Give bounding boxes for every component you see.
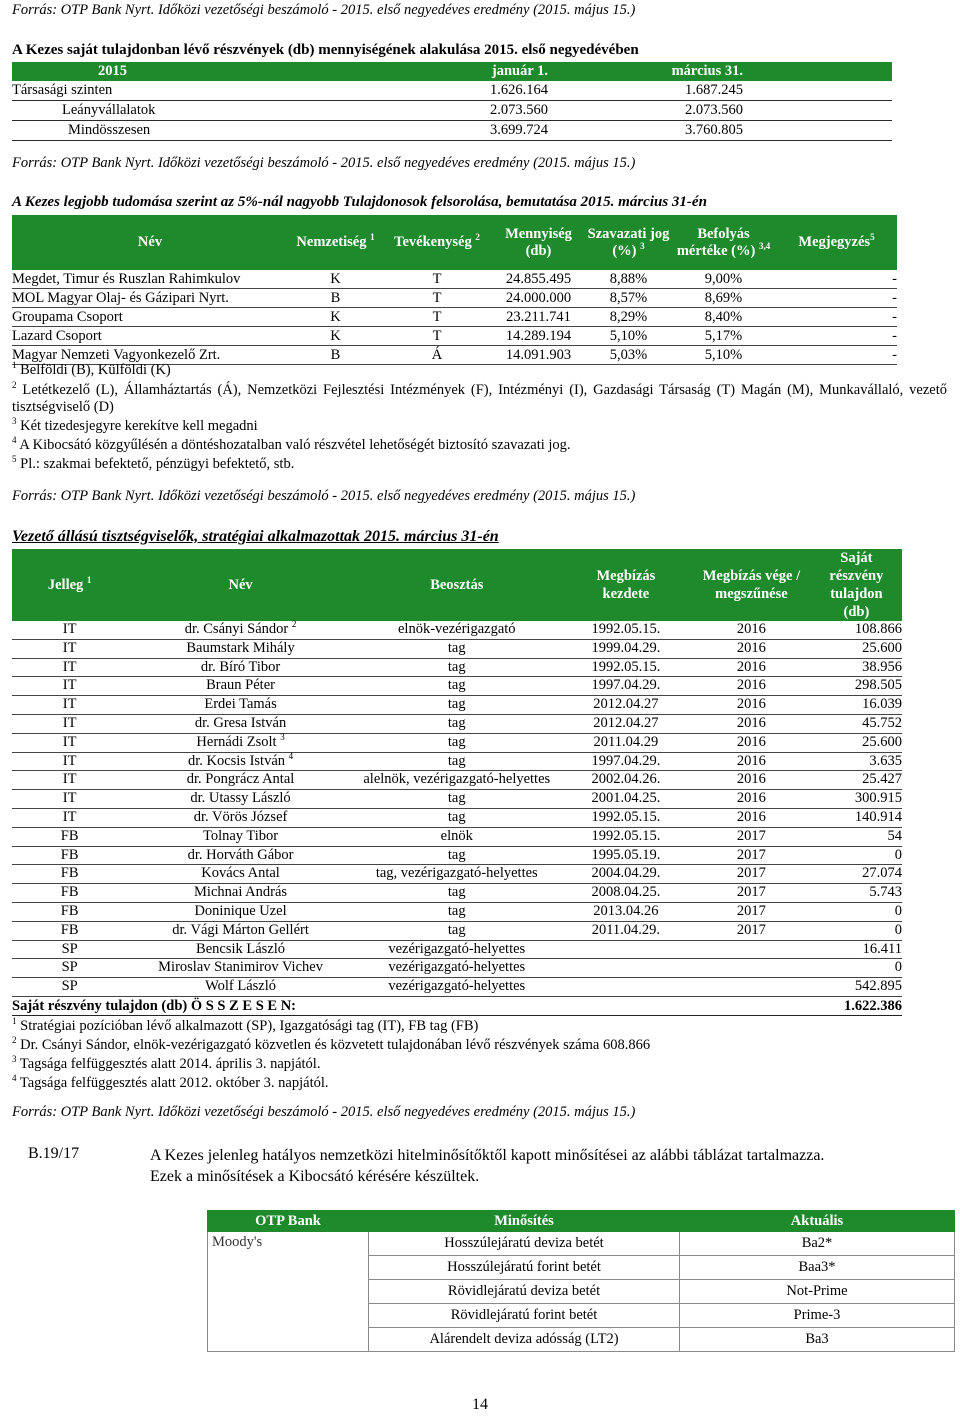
table-row bbox=[12, 289, 897, 308]
mg-name: Erdei Tamás bbox=[127, 696, 354, 715]
sh-activity: T bbox=[383, 308, 491, 327]
header-rating: Minősítés bbox=[369, 1211, 680, 1232]
header-jan: január 1. bbox=[491, 63, 548, 79]
table-row bbox=[12, 771, 902, 790]
mg-shares: 38.956 bbox=[811, 658, 902, 677]
mg-start: 2011.04.29 bbox=[560, 733, 692, 752]
table-row bbox=[12, 846, 902, 865]
mg-name: dr. Csányi Sándor $^2$ bbox=[127, 621, 354, 639]
management-header bbox=[12, 549, 902, 621]
mg-name: Doninique Uzel bbox=[127, 902, 354, 921]
footnote: $^1$ Belföldi (B), Külföldi (K) bbox=[12, 360, 171, 378]
mg-start: 1997.04.29. bbox=[560, 677, 692, 696]
mg-type: FB bbox=[12, 902, 127, 921]
own-shares-table bbox=[12, 62, 892, 141]
header-name: Név bbox=[137, 234, 163, 250]
mg-type: IT bbox=[12, 790, 127, 809]
mg-shares: 0 bbox=[811, 959, 902, 978]
header-activity: Tevékenység $^2$ bbox=[394, 232, 480, 250]
mg-type: FB bbox=[12, 884, 127, 903]
mg-end: 2016 bbox=[692, 714, 811, 733]
mg-shares: 0 bbox=[811, 902, 902, 921]
mg-type: SP bbox=[12, 959, 127, 978]
source-line: Forrás: OTP Bank Nyrt. Időközi vezetőségi beszámoló - 2015. első negyedéves eredmény (2015. május 15.) bbox=[12, 488, 636, 504]
mg-end: 2016 bbox=[692, 621, 811, 639]
mg-shares: 0 bbox=[811, 921, 902, 940]
sh-nationality: B bbox=[288, 289, 383, 308]
header-end: Megbízás vége / megszűnése bbox=[702, 568, 801, 602]
mg-shares: 54 bbox=[811, 827, 902, 846]
ratings-table bbox=[207, 1210, 955, 1352]
table-row bbox=[12, 752, 902, 771]
mg-end: 2017 bbox=[692, 902, 811, 921]
mg-start: 2002.04.26. bbox=[560, 771, 692, 790]
header-mar: március 31. bbox=[671, 63, 743, 79]
row-jan: 3.699.724 bbox=[398, 121, 548, 141]
shareholders-notes bbox=[12, 362, 947, 473]
mg-position: tag bbox=[354, 733, 560, 752]
source-line: Forrás: OTP Bank Nyrt. Időközi vezetőségi beszámoló - 2015. első negyedéves eredmény (2015. május 15.) bbox=[12, 155, 636, 171]
mg-type: IT bbox=[12, 639, 127, 658]
mg-end: 2016 bbox=[692, 808, 811, 827]
row-label: Mindösszesen bbox=[12, 121, 398, 141]
mg-position: tag bbox=[354, 884, 560, 903]
footnote: $^2$ Dr. Csányi Sándor, elnök-vezérigazgató közvetlen és közvetett tulajdonában lévő részvények száma 608.866 bbox=[12, 1035, 651, 1053]
mg-position: tag bbox=[354, 902, 560, 921]
mg-end: 2017 bbox=[692, 827, 811, 846]
mg-start: 2013.04.26 bbox=[560, 902, 692, 921]
rating-current: Baa3* bbox=[680, 1256, 955, 1280]
sh-name: Megdet, Timur és Ruszlan Rahimkulov bbox=[12, 270, 288, 289]
table-row bbox=[208, 1232, 955, 1256]
mg-type: IT bbox=[12, 658, 127, 677]
sh-voting: 8,88% bbox=[586, 270, 671, 289]
sh-remark: - bbox=[776, 327, 897, 346]
mg-name: Kovács Antal bbox=[127, 865, 354, 884]
header-start: Megbízás kezdete bbox=[596, 568, 656, 602]
table-row bbox=[12, 658, 902, 677]
total-label: Saját részvény tulajdon (db) Ö S S Z E S E N: bbox=[12, 996, 811, 1015]
mg-type: IT bbox=[12, 771, 127, 790]
mg-name: Wolf László bbox=[127, 978, 354, 997]
mg-position: vezérigazgató-helyettes bbox=[354, 940, 560, 959]
mg-name: Tolnay Tibor bbox=[127, 827, 354, 846]
management-table bbox=[12, 549, 902, 1016]
table-row bbox=[12, 121, 892, 141]
sh-activity: Á bbox=[383, 346, 491, 365]
mg-shares: 140.914 bbox=[811, 808, 902, 827]
source-line: Forrás: OTP Bank Nyrt. Időközi vezetőségi beszámoló - 2015. első negyedéves eredmény (2015. május 15.) bbox=[12, 2, 636, 18]
sh-remark: - bbox=[776, 346, 897, 365]
table-row bbox=[12, 696, 902, 715]
table-row bbox=[12, 921, 902, 940]
mg-end bbox=[692, 959, 811, 978]
header-nationality: Nemzetiség $^1$ bbox=[296, 232, 375, 250]
mg-start: 2004.04.29. bbox=[560, 865, 692, 884]
sh-influence: 5,10% bbox=[671, 346, 776, 365]
mg-start: 2001.04.25. bbox=[560, 790, 692, 809]
mg-position: tag bbox=[354, 677, 560, 696]
mg-shares: 108.866 bbox=[811, 621, 902, 639]
mg-position: tag bbox=[354, 921, 560, 940]
mg-end: 2016 bbox=[692, 696, 811, 715]
mg-type: SP bbox=[12, 978, 127, 997]
header-position: Beosztás bbox=[430, 577, 484, 593]
header-quantity: Mennyiség (db) bbox=[505, 225, 572, 259]
own-shares-header bbox=[12, 62, 892, 81]
sh-influence: 5,17% bbox=[671, 327, 776, 346]
mg-type: FB bbox=[12, 921, 127, 940]
mg-position: vezérigazgató-helyettes bbox=[354, 959, 560, 978]
footnote: $^2$ Letétkezelő (L), Államháztartás (Á), Nemzetközi Fejlesztési Intézmények (F), Intézményi (I), Gazdasági Társaság (T) Magán (M), Munkavállaló, vezető tisztségviselő (D) bbox=[12, 380, 947, 415]
mg-name: Miroslav Stanimirov Vichev bbox=[127, 959, 354, 978]
table-row bbox=[12, 790, 902, 809]
sh-remark: - bbox=[776, 289, 897, 308]
table-row bbox=[12, 327, 897, 346]
shareholders-table bbox=[12, 215, 897, 365]
row-mar: 2.073.560 bbox=[548, 101, 743, 121]
table-row bbox=[12, 639, 902, 658]
rating-name: Hosszúlejáratú forint betét bbox=[369, 1256, 680, 1280]
mg-shares: 16.411 bbox=[811, 940, 902, 959]
own-shares-title: A Kezes saját tulajdonban lévő részvények (db) mennyiségének alakulása 2015. első negyedévében bbox=[12, 42, 639, 58]
mg-type: IT bbox=[12, 621, 127, 639]
header-shares: Saját részvény tulajdon (db) bbox=[829, 550, 884, 620]
mg-type: FB bbox=[12, 827, 127, 846]
mg-end bbox=[692, 978, 811, 997]
mg-name: Bencsik László bbox=[127, 940, 354, 959]
mg-name-note: 2 bbox=[291, 619, 297, 630]
mg-start: 1992.05.15. bbox=[560, 621, 692, 639]
table-row bbox=[12, 902, 902, 921]
sh-nationality: K bbox=[288, 327, 383, 346]
sh-quantity: 14.091.903 bbox=[491, 346, 586, 365]
sh-influence: 9,00% bbox=[671, 270, 776, 289]
management-notes bbox=[12, 1018, 947, 1092]
sh-quantity: 23.211.741 bbox=[491, 308, 586, 327]
mg-position: tag bbox=[354, 658, 560, 677]
sh-activity: T bbox=[383, 327, 491, 346]
mg-shares: 298.505 bbox=[811, 677, 902, 696]
mg-name-note: 4 bbox=[288, 750, 294, 761]
mg-end: 2016 bbox=[692, 733, 811, 752]
mg-name: dr. Vörös József bbox=[127, 808, 354, 827]
table-row bbox=[12, 940, 902, 959]
sh-name: Groupama Csoport bbox=[12, 308, 288, 327]
sh-name: MOL Magyar Olaj- és Gázipari Nyrt. bbox=[12, 289, 288, 308]
table-row bbox=[12, 81, 892, 101]
footnote: $^5$ Pl.: szakmai befektető, pénzügyi befektető, stb. bbox=[12, 454, 295, 472]
header-voting: Szavazati jog (%) $^3$ bbox=[587, 225, 670, 259]
sh-influence: 8,69% bbox=[671, 289, 776, 308]
mg-start: 1992.05.15. bbox=[560, 808, 692, 827]
mg-name: dr. Gresa István bbox=[127, 714, 354, 733]
mg-end: 2016 bbox=[692, 790, 811, 809]
management-title: Vezető állású tisztségviselők, stratégiai alkalmazottak 2015. március 31-én bbox=[12, 528, 499, 545]
mg-end: 2017 bbox=[692, 921, 811, 940]
header-current: Aktuális bbox=[680, 1211, 955, 1232]
row-jan: 1.626.164 bbox=[398, 81, 548, 101]
table-row bbox=[12, 621, 902, 639]
total-value: 1.622.386 bbox=[811, 996, 902, 1015]
section-code: B.19/17 bbox=[28, 1145, 80, 1162]
footnote: $^1$ Stratégiai pozícióban lévő alkalmazott (SP), Igazgatósági tag (IT), FB tag (FB) bbox=[12, 1016, 479, 1034]
mg-start bbox=[560, 959, 692, 978]
mg-shares: 25.427 bbox=[811, 771, 902, 790]
table-row bbox=[12, 978, 902, 997]
mg-shares: 542.895 bbox=[811, 978, 902, 997]
mg-start: 2008.04.25. bbox=[560, 884, 692, 903]
row-label: Leányvállalatok bbox=[12, 101, 398, 121]
mg-name: Braun Péter bbox=[127, 677, 354, 696]
mg-start: 2012.04.27 bbox=[560, 696, 692, 715]
mg-name: Hernádi Zsolt $^3$ bbox=[127, 733, 354, 752]
mg-name-note: 3 bbox=[280, 731, 285, 742]
table-row bbox=[12, 270, 897, 289]
mg-name: dr. Kocsis István $^4$ bbox=[127, 752, 354, 771]
sh-activity: T bbox=[383, 289, 491, 308]
mg-shares: 16.039 bbox=[811, 696, 902, 715]
mg-type: FB bbox=[12, 865, 127, 884]
mg-position: tag bbox=[354, 696, 560, 715]
rating-name: Hosszúlejáratú deviza betét bbox=[369, 1232, 680, 1256]
row-jan: 2.073.560 bbox=[398, 101, 548, 121]
sh-name: Magyar Nemzeti Vagyonkezelő Zrt. bbox=[12, 346, 288, 365]
table-row bbox=[12, 827, 902, 846]
table-row bbox=[12, 884, 902, 903]
table-row bbox=[12, 959, 902, 978]
section-text bbox=[150, 1145, 824, 1187]
source-line: Forrás: OTP Bank Nyrt. Időközi vezetőségi beszámoló - 2015. első negyedéves eredmény (2015. május 15.) bbox=[12, 1104, 636, 1120]
mg-name: Baumstark Mihály bbox=[127, 639, 354, 658]
mg-shares: 300.915 bbox=[811, 790, 902, 809]
mg-position: tag bbox=[354, 846, 560, 865]
mg-shares: 27.074 bbox=[811, 865, 902, 884]
table-row bbox=[12, 677, 902, 696]
mg-name: Michnai András bbox=[127, 884, 354, 903]
ratings-header bbox=[208, 1211, 955, 1232]
mg-end bbox=[692, 940, 811, 959]
row-mar: 3.760.805 bbox=[548, 121, 743, 141]
rating-current: Not-Prime bbox=[680, 1280, 955, 1304]
mg-name: dr. Utassy László bbox=[127, 790, 354, 809]
mg-position: elnök bbox=[354, 827, 560, 846]
rating-name: Alárendelt deviza adósság (LT2) bbox=[369, 1328, 680, 1352]
mg-name: dr. Bíró Tibor bbox=[127, 658, 354, 677]
mg-position: vezérigazgató-helyettes bbox=[354, 978, 560, 997]
mg-shares: 25.600 bbox=[811, 639, 902, 658]
rating-agency: Moody's bbox=[208, 1232, 369, 1352]
sh-quantity: 24.855.495 bbox=[491, 270, 586, 289]
sh-voting: 8,29% bbox=[586, 308, 671, 327]
mg-shares: 0 bbox=[811, 846, 902, 865]
row-mar: 1.687.245 bbox=[548, 81, 743, 101]
footnote: $^4$ A Kibocsátó közgyűlésén a döntéshozatalban való részvétel lehetőségét biztosító szavazati jog. bbox=[12, 435, 571, 453]
mg-end: 2016 bbox=[692, 658, 811, 677]
section-text-line: A Kezes jelenleg hatályos nemzetközi hitelminősítőktől kapott minősítései az alábbi táblázat tartalmazza. bbox=[150, 1147, 825, 1164]
table-row bbox=[12, 865, 902, 884]
mg-position: elnök-vezérigazgató bbox=[354, 621, 560, 639]
section-text-line: Ezek a minősítések a Kibocsátó kérésére készültek. bbox=[150, 1168, 480, 1185]
footnote: $^3$ Két tizedesjegyre kerekítve kell megadni bbox=[12, 416, 258, 434]
sh-name: Lazard Csoport bbox=[12, 327, 288, 346]
table-row bbox=[12, 101, 892, 121]
rating-current: Ba2* bbox=[680, 1232, 955, 1256]
sh-quantity: 14.289.194 bbox=[491, 327, 586, 346]
sh-nationality: K bbox=[288, 308, 383, 327]
sh-voting: 5,10% bbox=[586, 327, 671, 346]
sh-voting: 5,03% bbox=[586, 346, 671, 365]
mg-type: IT bbox=[12, 696, 127, 715]
sh-remark: - bbox=[776, 270, 897, 289]
mg-type: SP bbox=[12, 940, 127, 959]
footnote: $^3$ Tagsága felfüggesztés alatt 2014. április 3. napjától. bbox=[12, 1054, 321, 1072]
table-row bbox=[12, 808, 902, 827]
mg-end: 2016 bbox=[692, 677, 811, 696]
mg-type: FB bbox=[12, 846, 127, 865]
mg-end: 2016 bbox=[692, 639, 811, 658]
mg-start: 1999.04.29. bbox=[560, 639, 692, 658]
mg-position: tag bbox=[354, 714, 560, 733]
mg-position: tag bbox=[354, 752, 560, 771]
mg-name: dr. Pongrácz Antal bbox=[127, 771, 354, 790]
management-total-row bbox=[12, 996, 902, 1015]
mg-shares: 25.600 bbox=[811, 733, 902, 752]
header-influence: Befolyás mértéke (%) $^{3,4}$ bbox=[676, 225, 771, 259]
table-row bbox=[12, 733, 902, 752]
mg-end: 2016 bbox=[692, 771, 811, 790]
sh-remark: - bbox=[776, 308, 897, 327]
mg-position: tag, vezérigazgató-helyettes bbox=[354, 865, 560, 884]
mg-start: 2012.04.27 bbox=[560, 714, 692, 733]
mg-name: dr. Horváth Gábor bbox=[127, 846, 354, 865]
sh-nationality: K bbox=[288, 270, 383, 289]
mg-end: 2016 bbox=[692, 752, 811, 771]
sh-activity: T bbox=[383, 270, 491, 289]
sh-influence: 8,40% bbox=[671, 308, 776, 327]
rating-current: Prime-3 bbox=[680, 1304, 955, 1328]
mg-position: tag bbox=[354, 808, 560, 827]
mg-type: IT bbox=[12, 752, 127, 771]
table-row bbox=[12, 308, 897, 327]
header-name: Név bbox=[228, 577, 253, 593]
shareholders-header bbox=[12, 215, 897, 270]
header-remark: Megjegyzés$^5$ bbox=[798, 232, 875, 250]
mg-end: 2017 bbox=[692, 846, 811, 865]
header-type: Jelleg $^1$ bbox=[47, 575, 92, 593]
mg-type: IT bbox=[12, 714, 127, 733]
header-bank: OTP Bank bbox=[208, 1211, 369, 1232]
rating-current: Ba3 bbox=[680, 1328, 955, 1352]
mg-position: tag bbox=[354, 790, 560, 809]
mg-start: 1995.05.19. bbox=[560, 846, 692, 865]
mg-start: 2011.04.29. bbox=[560, 921, 692, 940]
rating-name: Rövidlejáratú deviza betét bbox=[369, 1280, 680, 1304]
row-label: Társasági szinten bbox=[12, 81, 398, 101]
sh-voting: 8,57% bbox=[586, 289, 671, 308]
mg-end: 2017 bbox=[692, 884, 811, 903]
mg-type: IT bbox=[12, 677, 127, 696]
header-year: 2015 bbox=[98, 63, 127, 79]
mg-shares: 3.635 bbox=[811, 752, 902, 771]
shareholders-title: A Kezes legjobb tudomása szerint az 5%-nál nagyobb Tulajdonosok felsorolása, bemutatása 2015. március 31-én bbox=[12, 194, 707, 210]
table-row bbox=[12, 714, 902, 733]
mg-shares: 45.752 bbox=[811, 714, 902, 733]
mg-start: 1997.04.29. bbox=[560, 752, 692, 771]
mg-shares: 5.743 bbox=[811, 884, 902, 903]
mg-start bbox=[560, 940, 692, 959]
page-number: 14 bbox=[472, 1396, 488, 1413]
mg-type: IT bbox=[12, 808, 127, 827]
mg-position: alelnök, vezérigazgató-helyettes bbox=[354, 771, 560, 790]
mg-end: 2017 bbox=[692, 865, 811, 884]
sh-nationality: B bbox=[288, 346, 383, 365]
rating-name: Rövidlejáratú forint betét bbox=[369, 1304, 680, 1328]
mg-start: 1992.05.15. bbox=[560, 827, 692, 846]
sh-quantity: 24.000.000 bbox=[491, 289, 586, 308]
mg-position: tag bbox=[354, 639, 560, 658]
mg-start bbox=[560, 978, 692, 997]
footnote: $^4$ Tagsága felfüggesztés alatt 2012. október 3. napjától. bbox=[12, 1073, 329, 1091]
mg-name: dr. Vági Márton Gellért bbox=[127, 921, 354, 940]
mg-start: 1992.05.15. bbox=[560, 658, 692, 677]
mg-type: IT bbox=[12, 733, 127, 752]
